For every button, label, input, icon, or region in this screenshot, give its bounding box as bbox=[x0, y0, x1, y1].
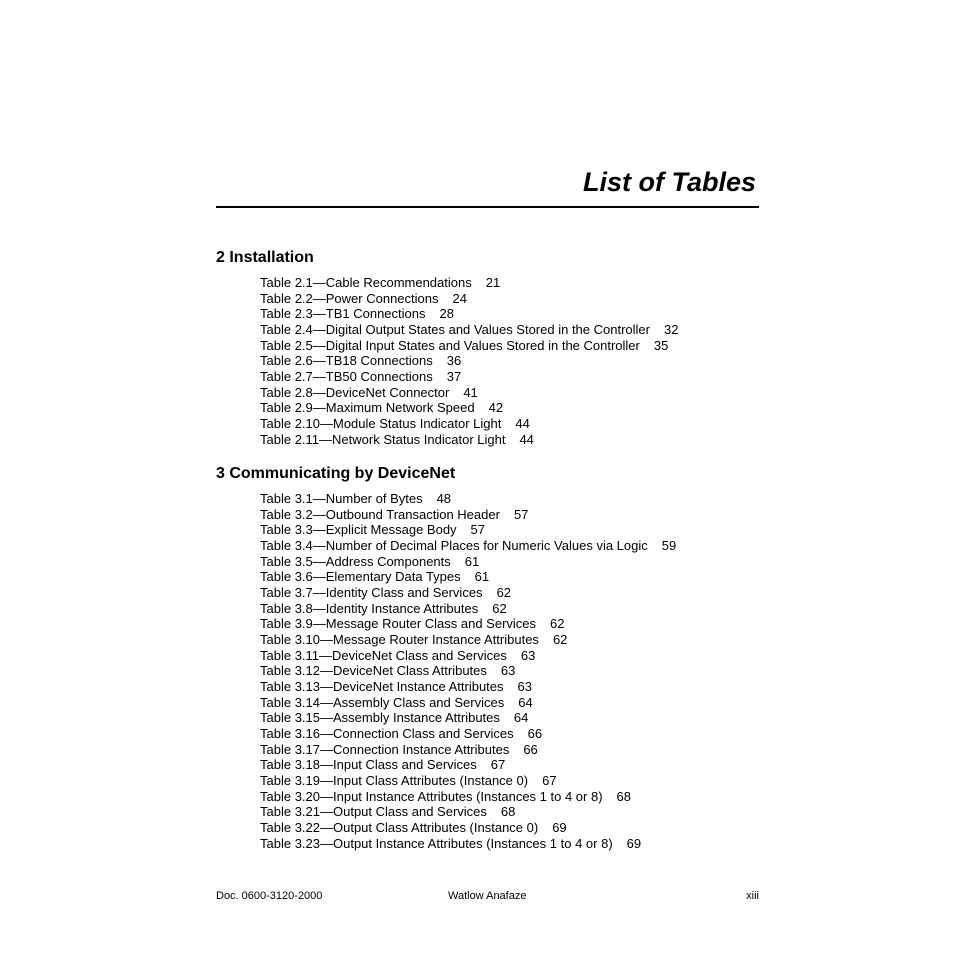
entry-label: Table 3.11—DeviceNet Class and Services bbox=[260, 647, 507, 663]
entry-page: 41 bbox=[463, 384, 478, 400]
entry-page: 68 bbox=[500, 804, 516, 820]
toc-entry[interactable] bbox=[260, 322, 759, 338]
entry-label: Table 3.5—Address Components bbox=[260, 553, 451, 569]
page-title: List of Tables bbox=[582, 167, 756, 197]
toc-entry[interactable] bbox=[260, 291, 759, 307]
entry-label: Table 2.5—Digital Input States and Values Stored in the Controller bbox=[260, 337, 640, 353]
entry-page: 48 bbox=[436, 491, 452, 506]
toc-entry[interactable] bbox=[260, 648, 759, 664]
section-communicating-by-devicenet bbox=[216, 464, 759, 851]
toc-entry[interactable] bbox=[260, 338, 759, 354]
entry-label: Table 3.13—DeviceNet Instance Attributes bbox=[260, 679, 504, 695]
toc-entry[interactable] bbox=[260, 353, 759, 369]
entry-page: 24 bbox=[452, 290, 467, 306]
entry-label: Table 3.19—Input Class Attributes (Instance 0) bbox=[260, 773, 529, 789]
entry-label: Table 3.17—Connection Instance Attributes bbox=[260, 741, 510, 757]
toc-entry[interactable] bbox=[260, 522, 759, 538]
entry-label: Table 3.20—Input Instance Attributes (Instances 1 to 4 or 8) bbox=[260, 788, 603, 804]
entry-label: Table 3.9—Message Router Class and Services bbox=[260, 616, 537, 632]
entry-page: 62 bbox=[496, 585, 512, 601]
entry-label: Table 3.12—DeviceNet Class Attributes bbox=[260, 663, 487, 679]
entry-page: 37 bbox=[446, 369, 462, 385]
entry-page: 57 bbox=[470, 522, 486, 538]
entry-label: Table 2.2—Power Connections bbox=[260, 290, 439, 306]
toc-entry[interactable] bbox=[260, 726, 759, 742]
toc-entry[interactable] bbox=[260, 742, 759, 758]
toc-entry[interactable] bbox=[260, 569, 759, 585]
toc-entry[interactable] bbox=[260, 773, 759, 789]
entry-page: 57 bbox=[513, 506, 529, 522]
entry-label: Table 3.6—Elementary Data Types bbox=[260, 569, 461, 585]
entry-label: Table 3.23—Output Instance Attributes (Instances 1 to 4 or 8) bbox=[260, 835, 613, 851]
entry-label: Table 3.22—Output Class Attributes (Instance 0) bbox=[260, 820, 539, 836]
entry-label: Table 3.8—Identity Instance Attributes bbox=[260, 600, 479, 616]
entry-page: 35 bbox=[653, 337, 669, 353]
toc-entry[interactable] bbox=[260, 695, 759, 711]
toc-entry[interactable] bbox=[260, 663, 759, 679]
entry-page: 66 bbox=[527, 726, 543, 742]
entry-page: 62 bbox=[492, 600, 507, 616]
entry-page: 69 bbox=[552, 820, 567, 836]
title-rule bbox=[216, 206, 759, 208]
entry-page: 44 bbox=[515, 416, 530, 432]
entry-page: 28 bbox=[439, 306, 454, 322]
footer-company: Watlow Anafaze bbox=[448, 890, 527, 902]
table-list bbox=[216, 491, 759, 851]
footer-page-number: xiii bbox=[746, 890, 759, 902]
entry-label: Table 3.16—Connection Class and Services bbox=[260, 726, 514, 742]
entry-page: 32 bbox=[663, 322, 679, 338]
entry-page: 61 bbox=[464, 553, 480, 569]
toc-entry[interactable] bbox=[260, 836, 759, 852]
entry-label: Table 2.4—Digital Output States and Values Stored in the Controller bbox=[260, 322, 650, 338]
entry-page: 59 bbox=[661, 538, 677, 554]
entry-label: Table 2.6—TB18 Connections bbox=[260, 353, 433, 369]
entry-page: 21 bbox=[485, 275, 501, 290]
table-list bbox=[216, 275, 759, 447]
section-heading: 2 Installation bbox=[216, 249, 314, 266]
entry-label: Table 2.9—Maximum Network Speed bbox=[260, 400, 475, 416]
entry-label: Table 2.8—DeviceNet Connector bbox=[260, 384, 450, 400]
toc-entry[interactable] bbox=[260, 538, 759, 554]
section-installation bbox=[216, 248, 759, 447]
toc-entry[interactable] bbox=[260, 804, 759, 820]
entry-label: Table 3.1—Number of Bytes bbox=[260, 491, 423, 506]
toc-entry[interactable] bbox=[260, 601, 759, 617]
toc-entry[interactable] bbox=[260, 275, 759, 291]
entry-page: 64 bbox=[518, 694, 533, 710]
entry-label: Table 3.4—Number of Decimal Places for Numeric Values via Logic bbox=[260, 538, 648, 554]
entry-label: Table 2.7—TB50 Connections bbox=[260, 369, 433, 385]
entry-label: Table 3.2—Outbound Transaction Header bbox=[260, 506, 500, 522]
entry-page: 42 bbox=[488, 400, 504, 416]
toc-entry[interactable] bbox=[260, 416, 759, 432]
entry-label: Table 2.1—Cable Recommendations bbox=[260, 275, 472, 290]
entry-label: Table 3.7—Identity Class and Services bbox=[260, 585, 483, 601]
toc-entry[interactable] bbox=[260, 491, 759, 507]
entry-label: Table 2.3—TB1 Connections bbox=[260, 306, 426, 322]
toc-entry[interactable] bbox=[260, 400, 759, 416]
entry-page: 67 bbox=[542, 773, 557, 789]
toc-entry[interactable] bbox=[260, 585, 759, 601]
entry-page: 67 bbox=[490, 757, 506, 773]
entry-label: Table 3.15—Assembly Instance Attributes bbox=[260, 710, 500, 726]
entry-page: 63 bbox=[500, 663, 516, 679]
toc-entry[interactable] bbox=[260, 554, 759, 570]
toc-entry[interactable] bbox=[260, 385, 759, 401]
entry-page: 63 bbox=[520, 647, 536, 663]
entry-page: 63 bbox=[517, 679, 532, 695]
entry-page: 62 bbox=[552, 632, 568, 648]
toc-entry[interactable] bbox=[260, 616, 759, 632]
toc-entry[interactable] bbox=[260, 507, 759, 523]
entry-label: Table 3.3—Explicit Message Body bbox=[260, 522, 457, 538]
entry-label: Table 3.21—Output Class and Services bbox=[260, 804, 487, 820]
entry-page: 62 bbox=[550, 616, 565, 632]
toc-entry[interactable] bbox=[260, 432, 759, 448]
entry-page: 61 bbox=[474, 569, 490, 585]
entry-label: Table 2.11—Network Status Indicator Light bbox=[260, 431, 506, 447]
footer-doc-number: Doc. 0600-3120-2000 bbox=[216, 890, 323, 902]
toc-entry[interactable] bbox=[260, 710, 759, 726]
entry-label: Table 3.18—Input Class and Services bbox=[260, 757, 477, 773]
section-heading: 3 Communicating by DeviceNet bbox=[216, 465, 456, 482]
entry-page: 36 bbox=[446, 353, 462, 369]
entry-page: 64 bbox=[513, 710, 529, 726]
entry-page: 68 bbox=[616, 788, 632, 804]
entry-page: 69 bbox=[626, 835, 642, 851]
toc-entry[interactable] bbox=[260, 369, 759, 385]
entry-label: Table 3.10—Message Router Instance Attributes bbox=[260, 632, 539, 648]
entry-page: 44 bbox=[519, 431, 534, 447]
toc-entry[interactable] bbox=[260, 789, 759, 805]
entry-page: 66 bbox=[523, 741, 538, 757]
entry-label: Table 3.14—Assembly Class and Services bbox=[260, 694, 505, 710]
toc-entry[interactable] bbox=[260, 757, 759, 773]
toc-entry[interactable] bbox=[260, 306, 759, 322]
toc-entry[interactable] bbox=[260, 679, 759, 695]
toc-entry[interactable] bbox=[260, 632, 759, 648]
toc-entry[interactable] bbox=[260, 820, 759, 836]
entry-label: Table 2.10—Module Status Indicator Light bbox=[260, 416, 502, 432]
